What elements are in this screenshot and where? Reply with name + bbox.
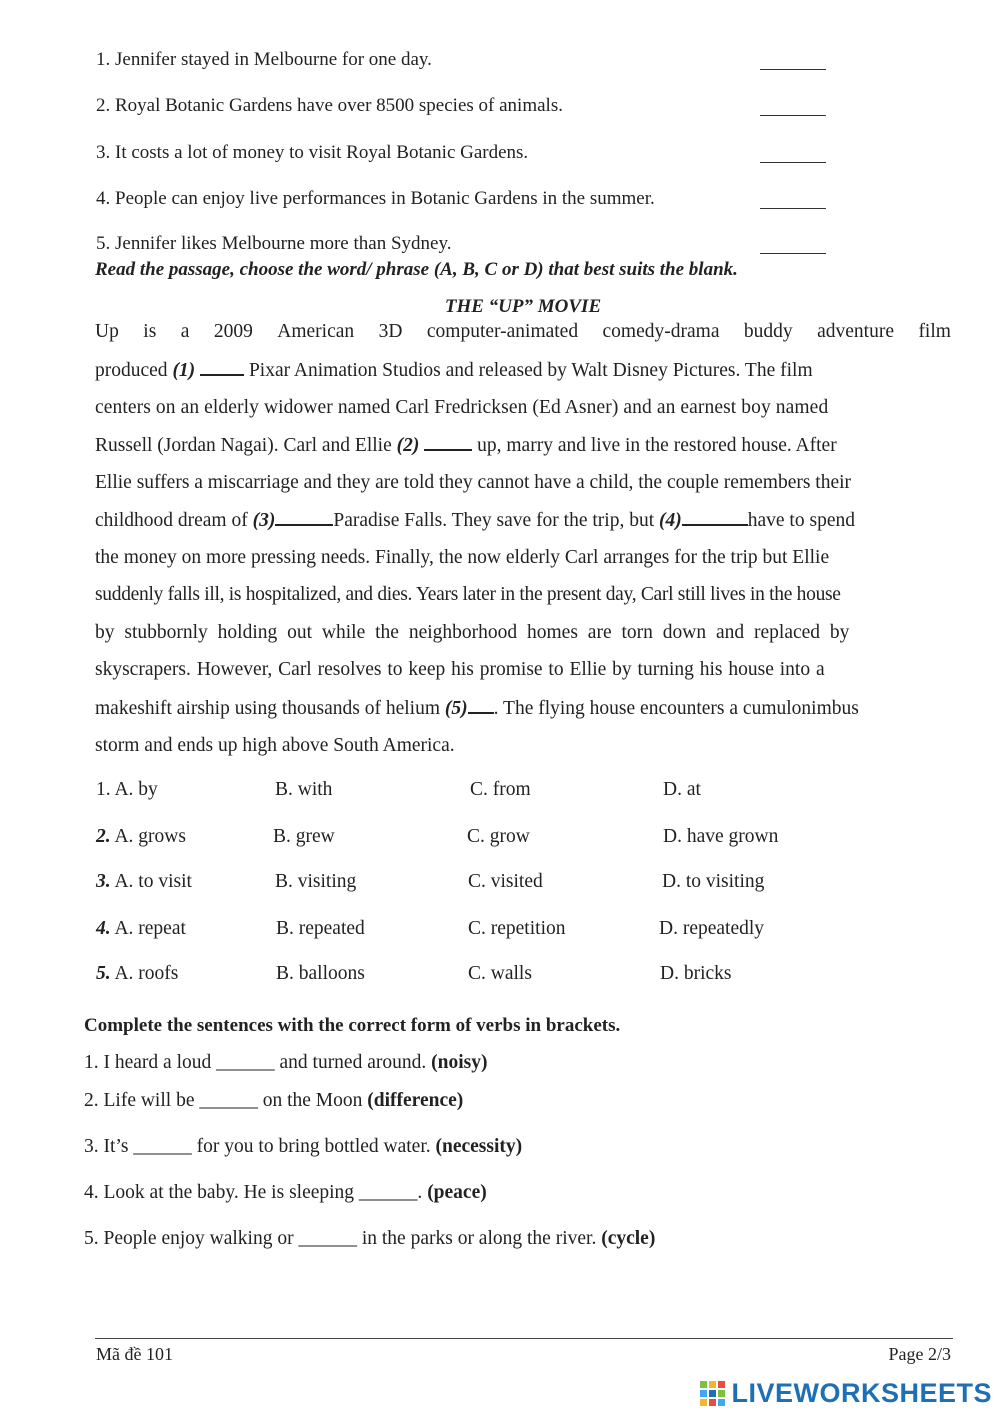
passage-line-12 xyxy=(95,734,951,758)
option-d[interactable]: D. to visiting xyxy=(662,871,765,892)
word: is xyxy=(143,321,157,342)
passage-text: Ellie suffers a miscarriage and they are told they cannot have a child, the couple remembers their xyxy=(95,472,852,493)
passage-text: centers on an elderly widower named Carl Fredricksen (Ed Asner) and an earnest boy named xyxy=(95,397,829,418)
passage-text: makeshift airship using thousands of helium xyxy=(95,698,441,719)
option-text: A. to visit xyxy=(114,871,192,892)
tf-statement-text: 2. Royal Botanic Gardens have over 8500 species of animals. xyxy=(96,95,563,116)
word-form-text: 3. It’s ______ for you to bring bottled water. xyxy=(84,1136,431,1157)
question-number: 3. xyxy=(96,871,111,892)
passage-text: suddenly falls ill, is hospitalized, and dies. Years later in the present day, Carl still lives in the house xyxy=(95,584,841,605)
option-text: A. grows xyxy=(114,826,186,847)
footer-divider xyxy=(95,1338,953,1339)
option-c[interactable]: C. walls xyxy=(468,963,532,984)
question-options-4 xyxy=(96,918,856,948)
tf-statement-3 xyxy=(96,138,826,168)
word: buddy xyxy=(743,321,793,342)
word: film xyxy=(918,321,951,342)
word-form-item-5[interactable] xyxy=(84,1228,655,1250)
passage-text: storm and ends up high above South America. xyxy=(95,735,455,756)
passage-text: Pixar Animation Studios and released by Walt Disney Pictures. The film xyxy=(248,360,813,381)
tf-answer-blank[interactable] xyxy=(760,51,826,70)
tf-answer-blank[interactable] xyxy=(760,144,826,163)
word-form-text: 1. I heard a loud ______ and turned around. xyxy=(84,1052,427,1073)
word-form-item-1[interactable] xyxy=(84,1052,487,1074)
blank-1[interactable] xyxy=(200,358,244,376)
word-form-hint: (necessity) xyxy=(435,1136,523,1157)
option-a[interactable] xyxy=(96,779,158,801)
word-form-hint: (difference) xyxy=(367,1090,464,1111)
page-number: Page 2/3 xyxy=(888,1344,951,1364)
passage-text: the money on more pressing needs. Finally, the now elderly Carl arranges for the trip but Ellie xyxy=(95,547,830,568)
passage-line-7 xyxy=(95,546,951,570)
passage-line-3 xyxy=(95,396,951,420)
tf-answer-blank[interactable] xyxy=(760,190,826,209)
passage-text: up, marry and live in the restored house. After xyxy=(477,435,837,456)
word-form-item-2[interactable] xyxy=(84,1090,463,1112)
option-b[interactable]: B. balloons xyxy=(276,963,365,984)
tf-statement-text: 1. Jennifer stayed in Melbourne for one day. xyxy=(96,49,432,70)
passage-text: Russell (Jordan Nagai). Carl and Ellie xyxy=(95,435,392,456)
option-b[interactable]: B. repeated xyxy=(276,918,365,939)
passage-text: Paradise Falls. They save for the trip, but xyxy=(333,510,655,531)
question-number: 1. xyxy=(96,779,111,800)
passage-title: THE “UP” MOVIE xyxy=(444,296,602,317)
passage-line-10 xyxy=(95,658,951,682)
option-text: A. by xyxy=(114,779,158,800)
passage-text: produced xyxy=(95,360,168,381)
word: 2009 xyxy=(213,321,253,342)
passage-text: have to spend xyxy=(747,510,855,531)
blank-5[interactable] xyxy=(468,696,494,714)
tf-statement-1 xyxy=(96,45,826,75)
blank-2[interactable] xyxy=(424,433,472,451)
tf-answer-blank[interactable] xyxy=(760,235,826,254)
passage-line-6 xyxy=(95,508,951,533)
passage-line-9 xyxy=(95,621,951,645)
tf-statement-text: 5. Jennifer likes Melbourne more than Sydney. xyxy=(96,233,452,254)
word: American xyxy=(277,321,355,342)
passage-text: childhood dream of xyxy=(95,510,248,531)
option-d[interactable]: D. repeatedly xyxy=(659,918,765,939)
option-a[interactable] xyxy=(96,826,186,848)
word-form-text: 4. Look at the baby. He is sleeping ______. xyxy=(84,1182,423,1203)
passage-text: by stubbornly holding out while the neighborhood homes are torn down and replaced by xyxy=(95,622,850,643)
option-c[interactable]: C. grow xyxy=(467,826,530,847)
word-form-item-4[interactable] xyxy=(84,1182,487,1204)
question-number: 4. xyxy=(96,918,111,939)
option-d[interactable]: D. at xyxy=(663,779,701,800)
word: computer-animated xyxy=(426,321,579,342)
tf-statement-text: 3. It costs a lot of money to visit Royal Botanic Gardens. xyxy=(96,142,529,163)
word-form-hint: (noisy) xyxy=(431,1052,488,1073)
option-c[interactable]: C. repetition xyxy=(468,918,566,939)
blank-number-5: (5) xyxy=(444,698,468,719)
word: 3D xyxy=(378,321,403,342)
word-form-hint: (peace) xyxy=(427,1182,487,1203)
option-d[interactable]: D. have grown xyxy=(663,826,779,847)
option-a[interactable] xyxy=(96,918,186,940)
passage-line-1 xyxy=(95,320,951,344)
exam-code: Mã đề 101 xyxy=(96,1344,173,1364)
option-text: A. roofs xyxy=(114,963,179,984)
blank-number-4: (4) xyxy=(659,510,682,531)
option-b[interactable]: B. visiting xyxy=(275,871,357,892)
passage-text: . The flying house encounters a cumulonimbus xyxy=(493,698,859,719)
option-b[interactable]: B. with xyxy=(275,779,333,800)
option-d[interactable]: D. bricks xyxy=(660,963,732,984)
blank-4[interactable] xyxy=(682,508,748,526)
word-form-text: 2. Life will be ______ on the Moon xyxy=(84,1090,363,1111)
question-options-3 xyxy=(96,871,856,901)
option-text: A. repeat xyxy=(114,918,186,939)
passage-text: skyscrapers. However, Carl resolves to keep his promise to Ellie by turning his house into a xyxy=(95,659,825,680)
blank-number-3: (3) xyxy=(252,510,276,531)
word: Up xyxy=(95,321,119,342)
tf-answer-blank[interactable] xyxy=(760,97,826,116)
word-form-text: 5. People enjoy walking or ______ in the parks or along the river. xyxy=(84,1228,597,1249)
word: adventure xyxy=(817,321,894,342)
tf-statement-4 xyxy=(96,184,826,214)
question-number: 5. xyxy=(96,963,111,984)
option-c[interactable]: C. from xyxy=(470,779,531,800)
blank-3[interactable] xyxy=(275,508,333,526)
tf-statement-text: 4. People can enjoy live performances in Botanic Gardens in the summer. xyxy=(96,188,655,209)
question-options-5 xyxy=(96,963,856,993)
word-form-hint: (cycle) xyxy=(601,1228,656,1249)
reading-instruction: Read the passage, choose the word/ phrase (A, B, C or D) that best suits the blank. xyxy=(95,259,738,280)
word: a xyxy=(180,321,190,342)
liveworksheets-watermark xyxy=(699,1378,992,1408)
word: comedy-drama xyxy=(602,321,720,342)
option-c[interactable]: C. visited xyxy=(468,871,543,892)
passage-line-5 xyxy=(95,471,951,495)
passage-line-11 xyxy=(95,696,951,721)
option-b[interactable]: B. grew xyxy=(273,826,335,847)
tf-statement-5 xyxy=(96,229,826,259)
liveworksheets-logo-icon xyxy=(699,1379,727,1407)
blank-number-2: (2) xyxy=(396,435,420,456)
question-options-2 xyxy=(96,826,856,856)
word-form-item-3[interactable] xyxy=(84,1136,522,1158)
word-form-instruction: Complete the sentences with the correct form of verbs in brackets. xyxy=(84,1015,621,1036)
question-options-1 xyxy=(96,779,856,809)
passage-line-8 xyxy=(95,583,951,607)
question-number: 2. xyxy=(96,826,111,847)
watermark-text: LIVEWORKSHEETS xyxy=(731,1377,992,1408)
passage-line-4 xyxy=(95,433,951,458)
blank-number-1: (1) xyxy=(172,360,196,381)
option-a[interactable] xyxy=(96,963,178,985)
passage-line-2 xyxy=(95,358,951,383)
option-a[interactable] xyxy=(96,871,192,893)
tf-statement-2 xyxy=(96,91,826,121)
